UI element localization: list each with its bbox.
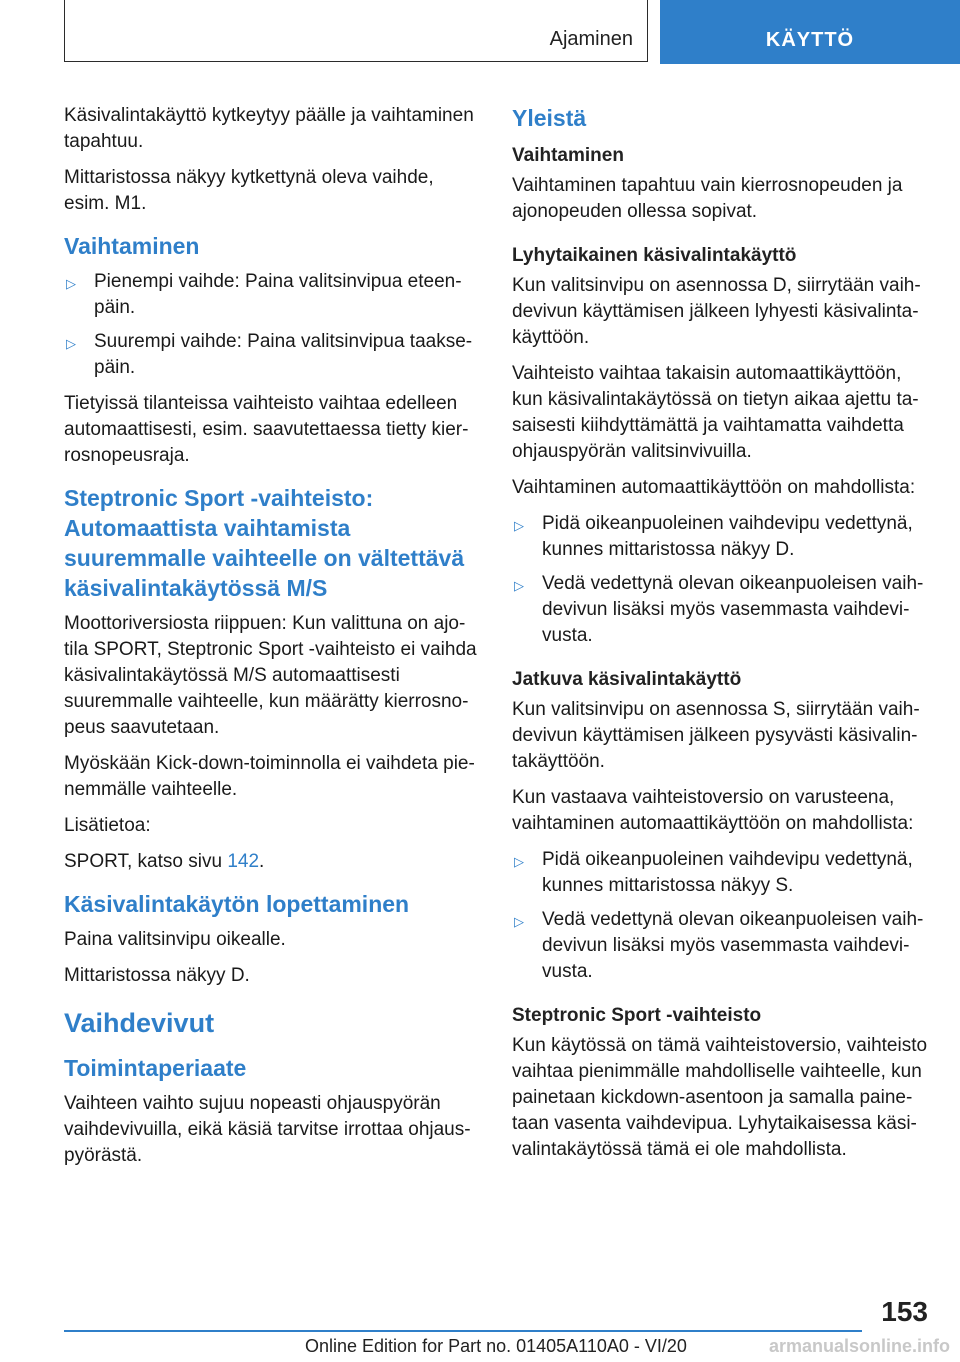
heading-vaihdevivut: Vaihdevivut (64, 1008, 215, 1038)
paragraph: Vaihtaminen tapahtuu vain kierrosnopeuden ja ajonopeuden ollessa sopivat. (512, 175, 903, 222)
heading-toimintaperiaate: Toimintaperiaate (64, 1055, 247, 1081)
paragraph: Kun vastaava vaihteistoversio on varusteena, vaihtaminen automaattikäyttöön on mahdollista: (512, 787, 914, 834)
subheading-steptronic: Steptronic Sport -vaihteisto (512, 1005, 762, 1026)
watermark: armanualsonline.info (768, 1336, 950, 1356)
edition-text: Online Edition for Part no. 01405A110A0 - VI/20 (305, 1336, 687, 1356)
bullet-list (64, 269, 482, 381)
heading-steptronic: Steptronic Sport -vaihteisto: Automaattista vaihtamista suuremmalle vaihteelle on vältettävä käsivalintakäytössä M/S (64, 485, 465, 601)
heading-vaihtaminen: Vaihtaminen (64, 233, 200, 259)
paragraph: Myöskään Kick-down-toiminnolla ei vaihdeta pie‐nemmälle vaihteelle. (64, 753, 475, 800)
paragraph: Tietyissä tilanteissa vaihteisto vaihtaa edelleen automaattisesti, esim. saavutettaessa tietty kier‐rosnopeusraja. (64, 393, 469, 466)
subheading-lyhytaikainen: Lyhytaikainen käsivalintakäyttö (512, 245, 797, 266)
heading-yleista: Yleistä (512, 105, 587, 131)
paragraph: Lisätietoa: (64, 815, 151, 836)
paragraph-reference: SPORT, katso sivu 142. (64, 851, 265, 872)
paragraph: Käsivalintakäyttö kytkeytyy päälle ja vaihtaminen tapahtuu. (64, 105, 474, 152)
page-header (64, 0, 960, 64)
triangle-right-icon: ▷ (66, 336, 76, 351)
triangle-right-icon: ▷ (514, 914, 524, 929)
triangle-right-icon: ▷ (514, 854, 524, 869)
paragraph: Kun valitsinvipu on asennossa D, siirrytään vaih‐devivun käyttämisen jälkeen lyhyesti käsivalinta‐käyttöön. (512, 275, 921, 348)
paragraph: Kun valitsinvipu on asennossa S, siirrytään vaih‐devivun käyttämisen jälkeen pysyvästi käsivalin‐takäyttöön. (512, 699, 920, 772)
paragraph: Mittaristossa näkyy D. (64, 965, 250, 986)
paragraph: Mittaristossa näkyy kytkettynä oleva vaihde, esim. M1. (64, 167, 434, 214)
list-item: ▷ Suurempi vaihde: Paina valitsinvipua taakse‐päin. (66, 331, 473, 378)
subheading-jatkuva: Jatkuva käsivalintakäyttö (512, 669, 742, 690)
list-item: ▷ Vedä vedettynä olevan oikeanpuoleisen vaih‐devivun lisäksi myös vasemmasta vaihdevi‐vusta. (514, 573, 924, 646)
footer-divider (64, 1330, 862, 1332)
paragraph: Paina valitsinvipu oikealle. (64, 929, 286, 950)
section-box (64, 0, 648, 62)
list-item: ▷ Pidä oikeanpuoleinen vaihdevipu vedettynä, kunnes mittaristossa näkyy D. (514, 513, 913, 560)
page-number: 153 (881, 1296, 928, 1327)
heading-lopettaminen: Käsivalintakäytön lopettaminen (64, 891, 410, 917)
section-title: Ajaminen (549, 28, 633, 50)
list-item: ▷ Pienempi vaihde: Paina valitsinvipua eteen‐päin. (66, 271, 462, 318)
bullet-list (512, 847, 930, 985)
triangle-right-icon: ▷ (514, 578, 524, 593)
left-column (64, 103, 482, 1179)
page-link[interactable]: 142 (227, 851, 260, 872)
right-column (512, 103, 930, 1173)
triangle-right-icon: ▷ (66, 276, 76, 291)
paragraph: Kun käytössä on tämä vaihteistoversio, vaihteisto vaihtaa pienimmälle mahdolliselle vaihteelle, kun painetaan kickdown-asentoon ja samalla paine‐taan vasenta vaihdevipua. Lyhytaikaisessa käsi‐valintakäytössä tämä ei ole mahdollista. (512, 1035, 928, 1160)
subheading-vaihtaminen: Vaihtaminen (512, 145, 624, 166)
paragraph: Vaihteisto vaihtaa takaisin automaattikäyttöön, kun käsivalintakäytössä on tietyn aikaa ajettu ta‐saisesti kiihdyttämättä ja vaihtamatta vaihdetta ohjauspyörän valitsinvivuilla. (512, 363, 919, 462)
chapter-tab[interactable]: KÄYTTÖ (660, 0, 960, 64)
list-item: ▷ Pidä oikeanpuoleinen vaihdevipu vedettynä, kunnes mittaristossa näkyy S. (514, 849, 913, 896)
bullet-list (512, 511, 930, 649)
list-item: ▷ Vedä vedettynä olevan oikeanpuoleisen vaih‐devivun lisäksi myös vasemmasta vaihdevi‐vusta. (514, 909, 924, 982)
paragraph: Vaihtaminen automaattikäyttöön on mahdollista: (512, 477, 916, 498)
paragraph: Vaihteen vaihto sujuu nopeasti ohjauspyörän vaihdevivuilla, eikä käsiä tarvitse irrottaa ohjaus‐pyörästä. (64, 1093, 471, 1166)
triangle-right-icon: ▷ (514, 518, 524, 533)
paragraph: Moottoriversiosta riippuen: Kun valittuna on ajo‐tila SPORT, Steptronic Sport -vaihteisto ei vaihda käsivalintakäytössä M/S automaattisesti suuremmalle vaihteelle, kun määrätty kierrosno‐peus saavutetaan. (64, 613, 477, 738)
